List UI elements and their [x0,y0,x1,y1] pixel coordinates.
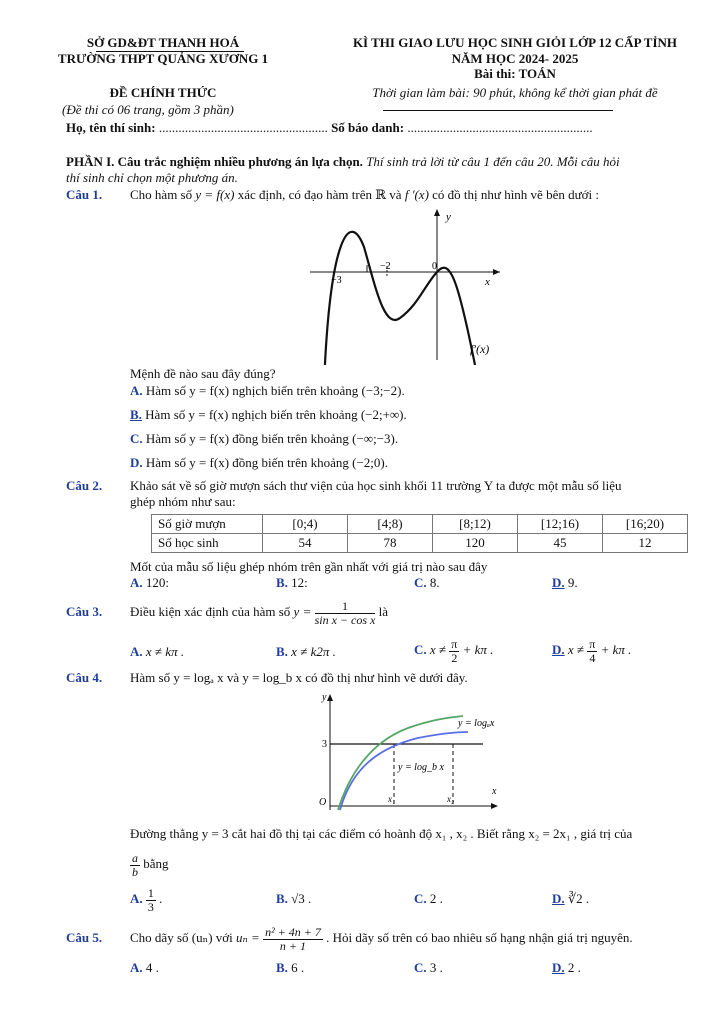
part1-instr: Thí sinh trả lời từ câu 1 đến câu 20. Mỗi câu hỏi [366,154,620,169]
q3-option-b[interactable]: B. x ≠ k2π . [276,644,336,659]
id-label: Số báo danh: [331,120,405,135]
id-field: ......................................................... [407,120,593,135]
subject: Bài thi: TOÁN [474,66,556,81]
name-field: .................................................... [158,120,328,135]
q1-origin: 0 [432,261,437,272]
q1-option-c[interactable]: C. Hàm số y = f(x) đồng biến trên khoảng (−∞;−3). [130,431,399,446]
q2-text1: Khảo sát về số giờ mượn sách thư viện của học sinh khối 11 trường Y ta được một mẫu số liệu [130,478,622,493]
q1-curve-label: f′(x) [470,342,490,356]
q4-axis-x: x [492,786,497,797]
q4-option-b[interactable]: B. √3 . [276,891,312,906]
q2-option-b[interactable]: B. 12: [276,575,308,590]
header-rule [383,110,613,111]
part1-heading [66,154,620,170]
q2-option-a[interactable]: A. 120: [130,575,170,590]
q3-option-a[interactable]: A. x ≠ kπ . [130,644,185,659]
q4-option-c[interactable]: C. 2 . [414,891,443,906]
q2-frequency-table [151,514,688,553]
q4-tick-3: 3 [322,739,327,750]
part1-title: PHẦN I. Câu trắc nghiệm nhiều phương án lựa chọn. [66,154,363,169]
exam-title: KÌ THI GIAO LƯU HỌC SINH GIỎI LỚP 12 CẤP TỈNH [352,35,678,50]
q2-option-c[interactable]: C. 8. [414,575,440,590]
q4-prompt: Đường thẳng y = 3 cắt hai đồ thị tại các điểm có hoành độ x₁ , x₂ . Biết rằng x₂ = 2x₁ , giá trị của [130,826,633,841]
q4-option-d[interactable]: D. ∛2 . [552,891,590,906]
q2-option-d[interactable]: D. 9. [552,575,578,590]
q3-fraction: $\frac{1}{\text{sin x − cos x}}$ [314,598,376,627]
time-note: Thời gian làm bài: 90 phút, không kể thời gian phát đề [372,85,658,100]
q1-text: Cho hàm số y = f(x) xác định, có đạo hàm trên ℝ và f '(x) có đồ thị như hình vẽ bên dưới : [130,187,599,202]
q3-text: Điều kiện xác định của hàm số y = $\frac{1}{\text{sin x − cos x}}$ là [130,598,388,627]
q5-option-b[interactable]: B. 6 . [276,960,305,975]
q3-option-c[interactable]: C. x ≠ $\frac{\pi}{2}$ + kπ . [414,636,494,665]
q2-label: Câu 2. [66,478,103,493]
q1-label: Câu 1. [66,187,103,202]
name-label: Họ, tên thí sinh: [66,120,156,135]
q5-fraction: $\frac{\text{n² + 4n + 7}}{n + 1}$ [265,924,321,953]
q5-option-c[interactable]: C. 3 . [414,960,443,975]
q3-option-d[interactable]: D. x ≠ $\frac{\pi}{4}$ + kπ . [552,636,632,665]
q1-option-b[interactable]: B. Hàm số y = f(x) nghịch biến trên khoảng (−2;+∞). [130,407,407,422]
table-row: Số giờ mượn [0;4) [4;8) [8;12) [12;16) [16;20) [152,515,688,534]
q2-text2: ghép nhóm như sau: [130,494,236,509]
q4-label-logb: y = log_b x [398,762,444,773]
q5-text: Cho dãy số (uₙ) với uₙ = $\frac{\text{n² + 4n + 7}}{n + 1}$ . Hỏi dãy số trên có bao nhiêu số hạng nhận giá trị nguyên. [130,924,633,953]
q1-option-a[interactable]: A. Hàm số y = f(x) nghịch biến trên khoảng (−3;−2). [130,383,405,398]
q4-log-graph [308,688,508,816]
q4-tick-x2: x₂ [447,794,455,804]
q5-option-a[interactable]: A. 4 . [130,960,159,975]
school-dept: SỞ GD&ĐT THANH HOÁ [86,35,240,50]
q1-derivative-graph [300,205,510,365]
candidate-line [66,120,593,136]
q1-curve [324,232,475,365]
q4-origin: O [319,797,327,808]
q1-prompt: Mệnh đề nào sau đây đúng? [130,366,276,381]
q3-label: Câu 3. [66,604,103,619]
q5-option-d[interactable]: D. 2 . [552,960,581,975]
part1-instr2: thí sinh chỉ chọn một phương án. [66,170,238,185]
q1-option-d[interactable]: D. Hàm số y = f(x) đồng biến trên khoảng (−2;0). [130,455,389,470]
school-year: NĂM HỌC 2024- 2025 [451,51,579,66]
q1-axis-x: x [485,276,490,288]
q5-label: Câu 5. [66,930,103,945]
q4-axis-y: y [322,692,327,703]
q4-text: Hàm số y = logₐ x và y = log_b x có đồ thị như hình vẽ dưới đây. [130,670,468,685]
q4-prompt-b: $\frac{a}{b}$ bằng [132,850,169,879]
q4-label-loga: y = logₐx [458,718,495,729]
official-label: ĐỀ CHÍNH THỨC [109,85,217,100]
q1-tick-m2: −2 [380,261,391,272]
pages-note: (Đề thi có 06 trang, gồm 3 phần) [62,102,234,117]
q1-tick-m3: −3 [331,275,342,286]
q4-option-a[interactable]: A. $\frac{1}{3}$ . [130,885,163,914]
table-row: Số học sinh 54 78 120 45 12 [152,534,688,553]
q4-label: Câu 4. [66,670,103,685]
q4-tick-x1: x₁ [388,794,396,804]
q1-axis-y: y [446,211,451,223]
school-name: TRƯỜNG THPT QUẢNG XƯƠNG 1 [57,51,269,66]
q2-prompt: Mốt của mẫu số liệu ghép nhóm trên gần nhất với giá trị nào sau đây [130,559,488,574]
